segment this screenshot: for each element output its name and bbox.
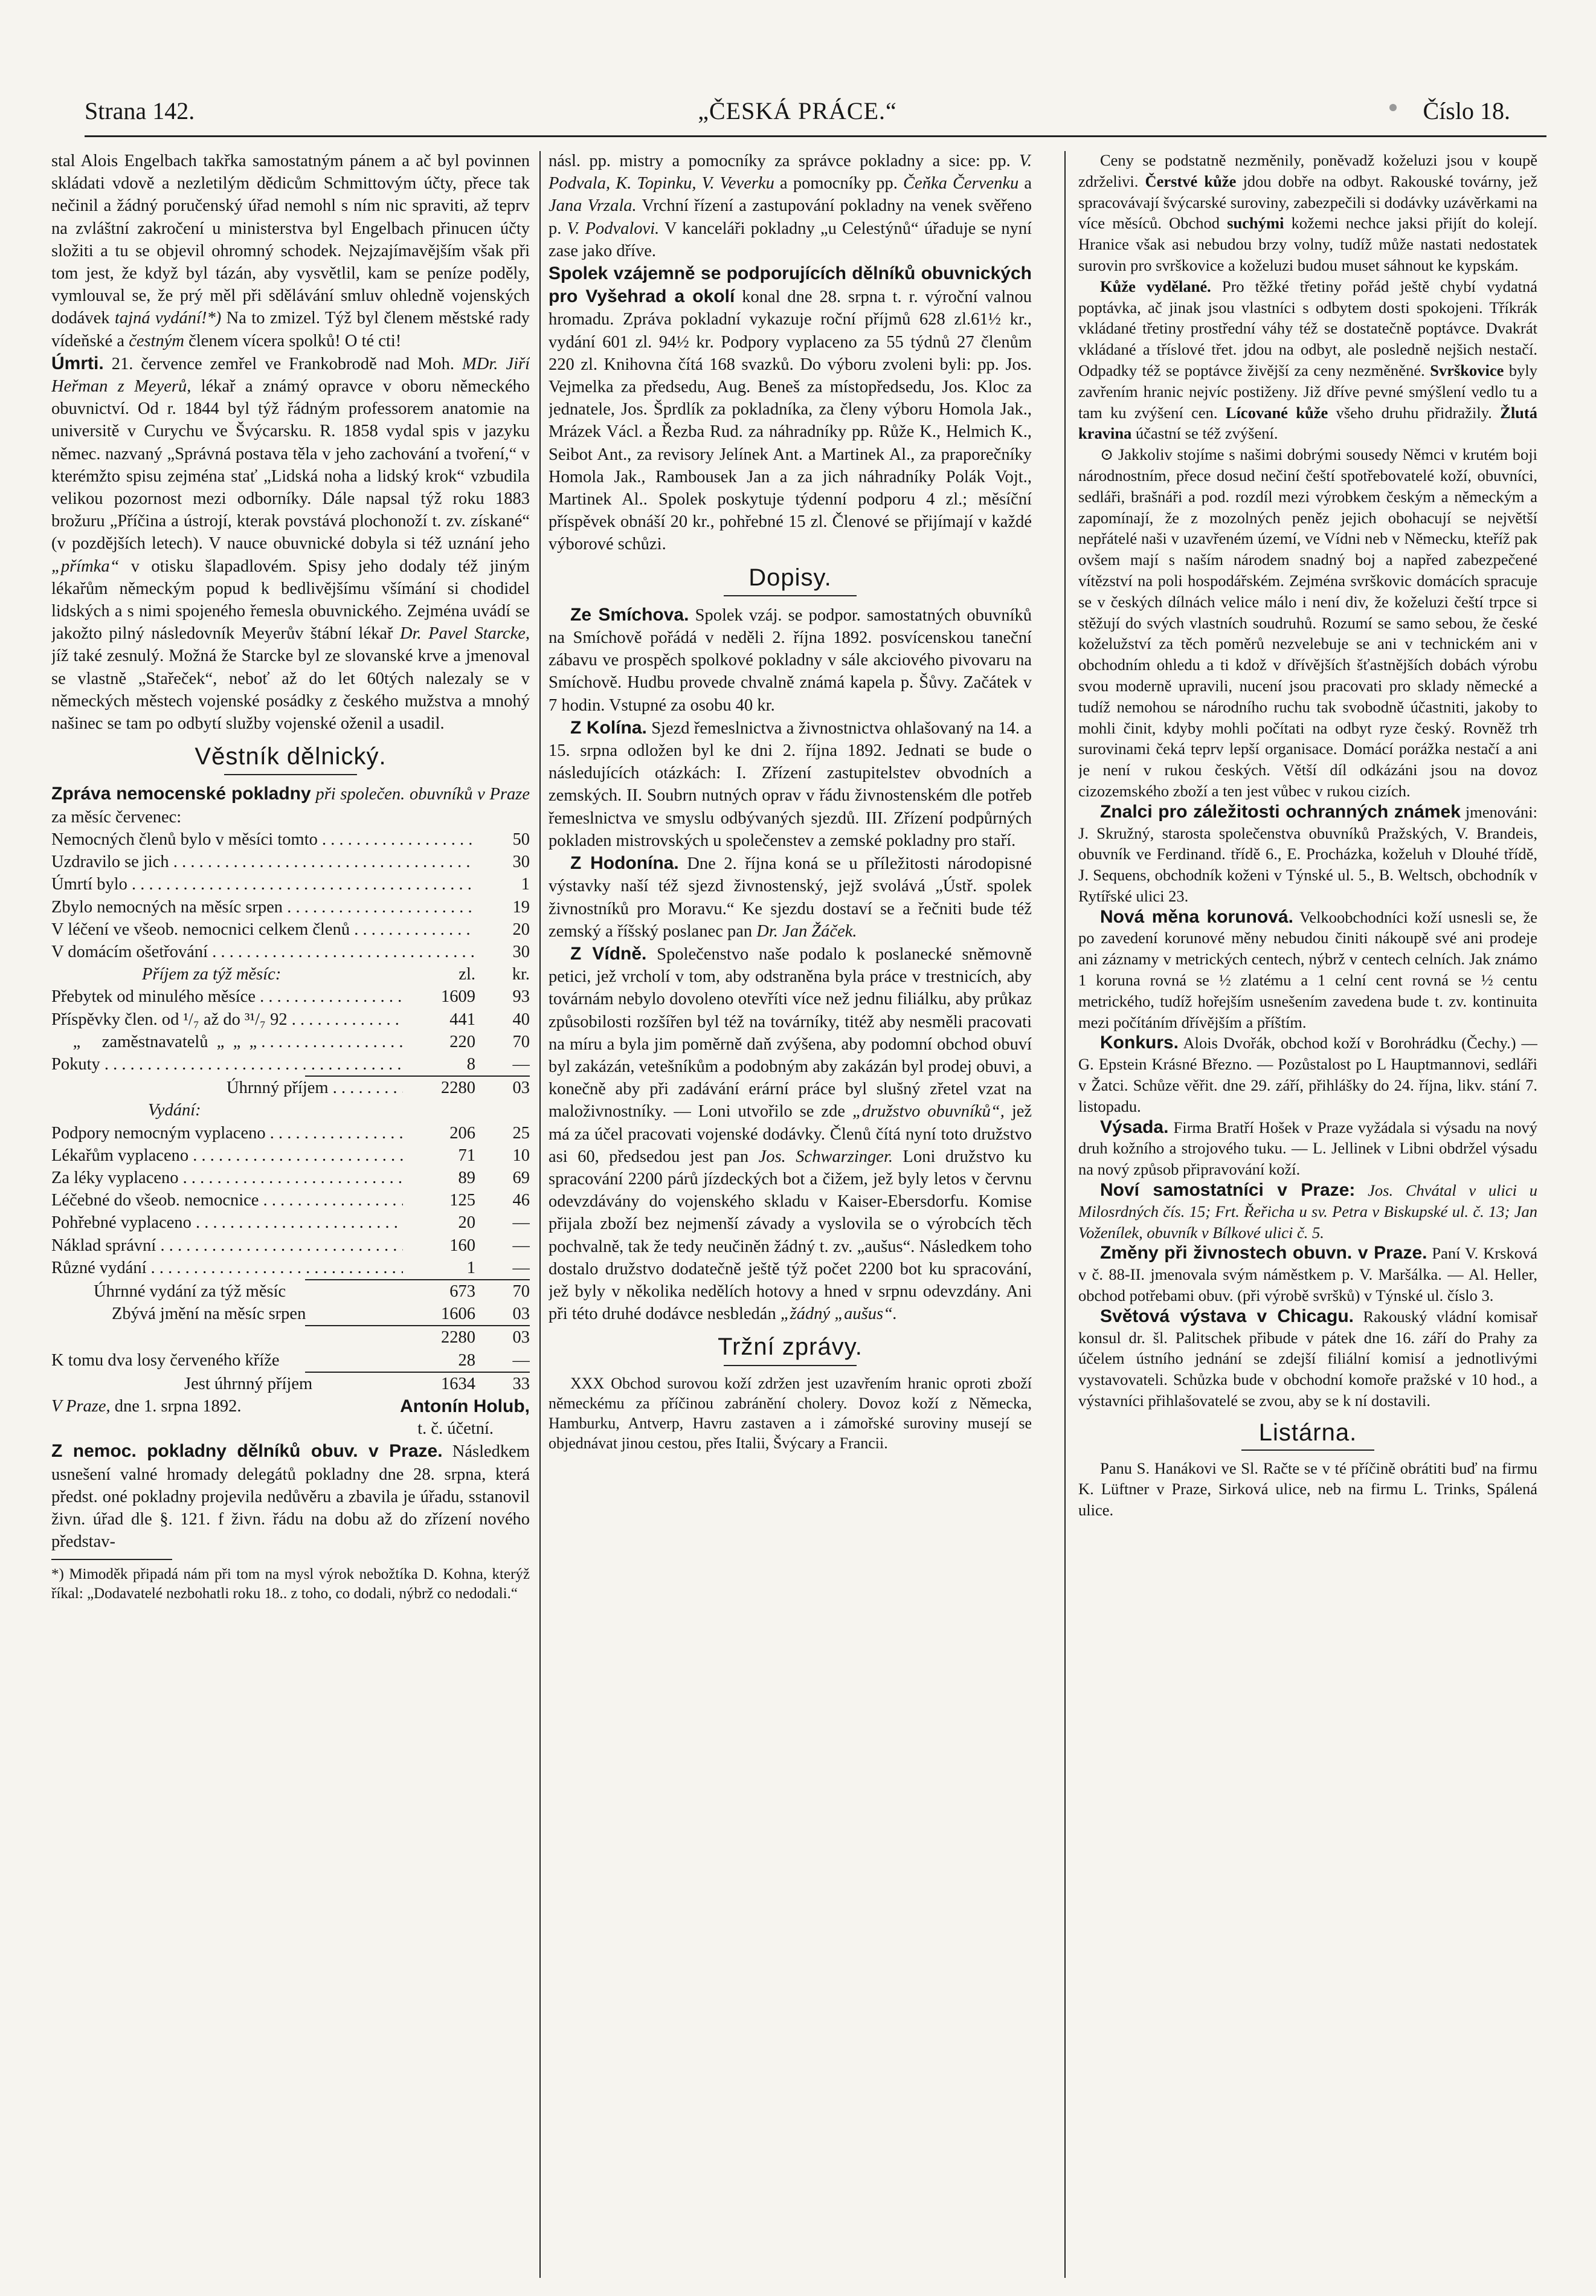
engelbach-text-end: Na to zmizel. Týž byl členem městské rady vídeňské a bbox=[51, 309, 530, 350]
viden-rest-2: Loni družstvo ku spracování 2200 párů jízdeckých bot a čižem, jež byly letos v červnu odevzdávány do vojenského skladu v Kaiser-Ebersdorfu. Komise přijala zboží bez nejmenší závady a vyslovila se o výrobcích těch pochvalně, tak že tedy neučiněn žádný t. zv. „aušus“. Následkem toho dostalo družstvo dodatečně ještě týž počet 2200 bot ku spracování, jež byly v několika nedělích hotovy a hned v srpnu odevzdány. Ani při této druhé dodávce nesbledán bbox=[549, 1147, 1032, 1324]
table-row bbox=[51, 1257, 530, 1279]
zmeny-text: Paní V. Krsková v č. 88-II. jmenovala svým náměstkem p. V. Maršálka. — Al. Heller, obchod potřebami obuv. (při výrobě svršků) v Týnské ul. číslo 3. bbox=[1078, 1244, 1537, 1305]
jest-row bbox=[51, 1373, 530, 1395]
nemoc-text: Následkem usnešení valné hromady delegátů pokladny dne 28. srpna, která předst. oné pokladny projevila nedůvěru a zbavila je úřadu, sstanovil živn. úřad dle §. 121. f živn. řádu na dobu až do zřízení nového představ- bbox=[51, 1442, 530, 1552]
row-zl: 2280 bbox=[441, 1079, 475, 1098]
row-kr: 10 bbox=[512, 1146, 530, 1165]
sign-date: dne 1. srpna 1892. bbox=[114, 1396, 242, 1416]
engelbach-text-end-2: členem vícera spolků! O té cti! bbox=[188, 331, 402, 350]
ceny-bold-2: suchými bbox=[1227, 214, 1284, 233]
row-zl: 673 bbox=[449, 1282, 475, 1301]
row-value: 19 bbox=[512, 897, 530, 917]
row-zl: 1609 bbox=[441, 987, 475, 1007]
spolek-heading: Spolek vzájemně se podporujících dělníků obuvnických pro Vyšehrad a okolí bbox=[549, 263, 1032, 307]
section-dopisy: Dopisy. bbox=[748, 564, 832, 591]
row-value: 30 bbox=[512, 853, 530, 872]
table-row bbox=[51, 1122, 530, 1144]
section-rule bbox=[724, 595, 857, 596]
chicago-heading: Světová výstava v Chicagu. bbox=[1100, 1306, 1354, 1326]
sign-role: t. č. účetní. bbox=[417, 1419, 494, 1439]
table-row bbox=[51, 851, 530, 873]
section-rule bbox=[724, 1365, 857, 1366]
row-label: Zbylo nemocných na měsíc srpen . . . bbox=[51, 896, 475, 918]
row-label: K tomu dva losy červeného kříže bbox=[51, 1350, 280, 1370]
sum-row bbox=[51, 1326, 530, 1349]
column-divider-1 bbox=[539, 151, 541, 2278]
table-row bbox=[51, 1008, 530, 1031]
umrti-rest-2: v otisku šlapadlovém. Spisy jeho dodaly též jiným lékařům německým popud k bedlivějšímu všímání si chodidel lidských a s nimi spojeného řemesla obuvnického. Zejména uvádí se jakožto pilný následovník Meyerův štábní lékař bbox=[51, 556, 530, 643]
sprava-names-4: V. Podvalovi. bbox=[567, 219, 660, 238]
column-1 bbox=[51, 150, 530, 2277]
spolek-text: konal dne 28. srpna t. r. výroční valnou hromadu. Zpráva pokladní vykazuje roční příjmů 628 zl.61½ kr., vydání 601 zl. 94½ kr. Podpory vyplaceno za 55 týdnů 27 členům 220 zl. Knihovna čítá 168 svazků. Do výboru zvoleni byli: pp. Jos. Vejmelka za předsedu, Aug. Beneš za místopředsedu, Jos. Kloc za jednatele, Jos. Šprdlík za pokladníka, za členy výboru Homola Jak., Mrázek Václ. a Řezba Rud. za náhradníky pp. Růže K., Helmich K., Seibot Ant., za revisory Jelínek Ant. a Martinek Al., za praporečníky Homola Jak., Rambousek Jan a za jich náhradníky Polák Vojt., Martinek Al.. Spolek poskytuje týdenní podporu 4 zl.; měsíční příspěvek obnáší 20 kr., pohřebné 15 zl. Členové se přijímají v každé výborové schůzi. bbox=[549, 288, 1032, 554]
circle-mark-icon: ⊙ bbox=[1100, 445, 1118, 464]
trzni-lead: XXX bbox=[570, 1374, 605, 1392]
row-zl: 89 bbox=[458, 1168, 475, 1187]
article-trzni bbox=[549, 1373, 1032, 1453]
nemoc-heading: Z nemoc. pokladny dělníků obuv. v Praze. bbox=[51, 1441, 443, 1462]
row-kr: 03 bbox=[512, 1328, 530, 1347]
article-engelbach bbox=[51, 150, 530, 352]
engelbach-italic-2: čestným bbox=[129, 331, 185, 350]
row-label: Léčebné do všeob. nemocnice . . . bbox=[51, 1189, 403, 1211]
header-rule bbox=[85, 135, 1546, 137]
jakkoliv-text: Jakkoliv stojíme s našimi dobrými sousedy Němci v krutém boji národnostním, přece dosud nečiní čeští spotřebovatelé koží, obuvníci, sedláři, brašnáři a pod. rozdíl mezi výrobkem českým a německým a zapomínají, že z mozolných peněz jejich obohacují se největší nepřátelé naši v uzavřeném území, ve Vídni neb v Německu, kteříž pak ovšem mají s naším národem snadný boj a napřed zabezpečené vítězství na poli hospodářském. Zejména svrškovic domácích spracuje se v českých dílnách velice málo i není div, že koželuzi čeští trpce si stěžují do svých vlastních soudruhů. Rozumí se samo sebou, že české koželužství za těch poměrů nezvelebuje se ani v technickém ani v obchodním ohledu a ti kdož v dřívějších šťastnějších dobách výrobu svou moderně upravili, nucení jsou pracovati pro sklady německé a tudíž nemohou se národního ruchu tak svobodně účastniti, jakoby to mohli činit, kdyby mohli počítati na odbyt ryze český. Rovněž trh surovinami čeká teprv lepší organisace. Domácí porážka nestačí a ani je není v rukou českých. Větší díl odkázáni jsou na dovoz cizozemského zboží a ten jest vůbec v rukou cizích. bbox=[1078, 445, 1537, 800]
prijem-heading: Příjem za týž měsíc: bbox=[142, 965, 282, 984]
mena-heading: Nová měna korunová. bbox=[1100, 906, 1293, 927]
header-bullet-icon bbox=[1389, 104, 1397, 111]
row-label: Lékařům vyplaceno . . . bbox=[51, 1144, 403, 1167]
article-novi bbox=[1078, 1180, 1537, 1243]
row-kr: — bbox=[512, 1236, 530, 1255]
row-zl: 28 bbox=[458, 1350, 475, 1370]
row-kr: 46 bbox=[512, 1191, 530, 1210]
row-kr: 93 bbox=[512, 987, 530, 1007]
kriz-row bbox=[51, 1349, 530, 1372]
row-zl: 1 bbox=[466, 1258, 475, 1277]
kuze-heading: Kůže vydělané. bbox=[1100, 277, 1211, 295]
row-kr: 70 bbox=[512, 1032, 530, 1051]
row-label: V domácím ošetřování . . . bbox=[51, 941, 475, 963]
ceny-rest: jdou dobře na odbyt. Rakouské továrny, jež spracovávají švýcarské suroviny, zabezpečili si dodávky uzávěrkami na více měsíců. Obchod bbox=[1078, 172, 1537, 233]
market-ceny bbox=[1078, 150, 1537, 276]
trzni-text: Obchod surovou koží zdržen jest uzavřením hranic oproti zboží německému za příčinou zabránění cholery. Dovoz koží z Německa, Hamburku, Antverp, Havru zastaven a i zámořské suroviny musejí se objednávat jinou cestou, přes Italii, Švýcary a Francii. bbox=[549, 1374, 1032, 1452]
viden-italic: „družstvo obuvníků“, bbox=[852, 1102, 1005, 1121]
prijem-total-row bbox=[51, 1077, 530, 1099]
row-zl: 8 bbox=[466, 1054, 475, 1074]
row-zl: 206 bbox=[449, 1123, 475, 1143]
chicago-text: Rakouský vládní komisař konsul dr. šl. Palitschek přibude v pátek dne 16. září do Prahy za účelem ústního jednání se zdejší filiální komisí a jednotlivými vystavovateli. Schůzka bude v obchodní komoře pražské v 10 hod., a výstavníci přihlašovatelé se zvou, aby se k ní dostavili. bbox=[1078, 1307, 1537, 1410]
row-kr: — bbox=[512, 1213, 530, 1233]
sign-name: Antonín Holub, bbox=[400, 1396, 530, 1416]
market-kuze-vydelane bbox=[1078, 276, 1537, 444]
table-row bbox=[51, 1234, 530, 1257]
row-zl: 441 bbox=[449, 1010, 475, 1029]
row-kr: 70 bbox=[512, 1282, 530, 1301]
row-kr: — bbox=[512, 1350, 530, 1370]
row-value: 50 bbox=[512, 830, 530, 849]
article-konkurs bbox=[1078, 1033, 1537, 1117]
article-chicago bbox=[1078, 1306, 1537, 1411]
article-listarna: Panu S. Hanákovi ve Sl. Račte se v té příčině obrátiti buď na firmu K. Lüftner v Praze, Sirková ulice, neb na firmu L. Trinks, Spálená ulice. bbox=[1078, 1459, 1537, 1520]
market-jakkoliv bbox=[1078, 444, 1537, 802]
novi-text: Jos. Chvátal v ulici u Milosrdných čís. 15; Frt. Řeřicha u sv. Petra v Biskupské ul. č. 13; Jan Voženílek, obuvník v Bílkové ulici č. 5. bbox=[1078, 1181, 1537, 1242]
row-kr: — bbox=[512, 1054, 530, 1074]
row-label: Různé vydání . . . bbox=[51, 1257, 403, 1279]
novi-heading: Noví samostatníci v Praze: bbox=[1100, 1180, 1356, 1201]
row-label: Pohřebné vyplaceno . . . bbox=[51, 1211, 403, 1234]
znalci-heading: Znalci pro záležitosti ochranných známek bbox=[1100, 801, 1461, 822]
zprava-intro bbox=[51, 782, 530, 828]
article-mena bbox=[1078, 907, 1537, 1033]
row-kr: 03 bbox=[512, 1304, 530, 1324]
engelbach-text: stal Alois Engelbach takřka samostatným pánem a ač byl povinnen skládati vdově a nezletilým dědicům Schmittovým účty, přece tak nečinil a žádný poručenský úřad nemohl s ním nic spraviti, až teprv na zvláštní zakročení u ministerstva byl Engelbach přinucen účty složiti a tu se objevil ohromný schodek. Nejzajímavějším však při tom jest, že když byl tázán, aby vysvětlil, kam se peníze poděly, vymlouval se, že prý měl při sdělávání smluv ohledně vojenských dodávek bbox=[51, 152, 530, 328]
kuze-bold-4: Žlutá kravina bbox=[1078, 403, 1537, 443]
stats-table bbox=[51, 828, 530, 963]
signature-row bbox=[51, 1395, 530, 1417]
row-value: 1 bbox=[521, 875, 530, 894]
row-label: Pokuty . . . bbox=[51, 1053, 403, 1075]
viden-text: Společenstvo naše podalo k poslanecké sněmovně petici, jež vrcholí v tom, aby odstraněna byla práce v trestnicích, aby továrnám nebylo dovoleno otevříti více než jednu filiálku, aby průkaz způsobilosti rozšířen byl též na továrníky, titéž aby nesměli pracovati na míru a byla jim poměrně daň zvýšena, aby podomní obchod obuví byl zakázán, vetešníkům a podobným aby zakázán byl prodej obuvi, a konečně aby při zadávání erární práce byl slušný zřetel vzat na maloživnostníky. — Loni utvořilo se zde bbox=[549, 944, 1032, 1121]
col-kr-header: kr. bbox=[512, 965, 530, 984]
kuze-rest-3: účastní se též zvýšení. bbox=[1135, 424, 1278, 443]
table-row bbox=[51, 1211, 530, 1234]
sprava-names: V. Podvala, K. Topinku, V. Veverku bbox=[549, 152, 1032, 193]
znalci-text: jmenováni: J. Skružný, starosta společenstva obuvníků Pražských, V. Brandeis, obuvník ve Ferdinand. třídě 6., E. Procházka, koželuh v Dlouhé třídě, J. Sequens, obchodník koženi v Týnské ul. 5., B. Weltsch, obchodník v Rytířské ulici 23. bbox=[1078, 802, 1537, 905]
row-label: V léčení ve všeob. nemocnici celkem členů . . . bbox=[51, 918, 475, 941]
article-sprava bbox=[549, 150, 1032, 262]
row-kr: 33 bbox=[512, 1374, 530, 1393]
row-label: Za léky vyplaceno . . . bbox=[51, 1167, 403, 1189]
viden-rest: jež má za účel pracovati vojenské dodávky. Členů čítá nyní toto družstvo asi 60, předsedou jest pan bbox=[549, 1102, 1032, 1166]
umrti-rest: lékař a známý opravce v oboru německého obuvnictví. Od r. 1844 byl týž řádným professorem anatomie na universitě v Curychu ve Švýcarsku. R. 1858 vydal spis v jazyku němec. nazvaný „Správná postava těla v jeho zachování a tvoření,“ v kterémžto spisu zejména stať „Lidská noha a lidský krok“ vzbudila velikou pozornost mezi odborníky. Dále napsal týž roku 1883 brožuru „Příčina a ústrojí, kterak povstává plochonoží t. zv. získané“ (v pozdějších letech). V nauce obuvnické dobyla si též uznání jeho bbox=[51, 377, 530, 553]
vydani-total-row bbox=[51, 1280, 530, 1303]
section-rule bbox=[1241, 1450, 1374, 1451]
smichov-text: Spolek vzáj. se podpor. samostatných obuvníků na Smíchově pořádá v neděli 2. října 1892. posvícenskou taneční zábavu ve prospěch spolkové pokladny v sále akciového pivovaru na Smíchově. Hudbu provede chvalně známá kapela p. Šůvy. Začátek v 7 hodin. Vstupné za osobu 40 kr. bbox=[549, 605, 1032, 715]
kuze-bold-2: Svrškovice bbox=[1430, 361, 1504, 379]
issue-number: Číslo 18. bbox=[1423, 97, 1510, 124]
article-znalci bbox=[1078, 802, 1537, 907]
zprava-italic: při společen. obuvníků v Praze bbox=[315, 785, 530, 804]
kolin-heading: Z Kolína. bbox=[570, 717, 647, 738]
table-row bbox=[51, 941, 530, 963]
article-spolek-vysehrad bbox=[549, 262, 1032, 556]
column-2 bbox=[549, 150, 1032, 2277]
row-label: Úhrnný příjem . . . bbox=[51, 1077, 403, 1099]
article-vysada bbox=[1078, 1117, 1537, 1180]
sprava-rest-2: V kanceláři pokladny „u Celestýnů“ úřaduje se nyní zase jako dříve. bbox=[549, 219, 1032, 260]
zprava-heading: Zpráva nemocenské pokladny bbox=[51, 784, 311, 804]
hodonin-name: Dr. Jan Žáček. bbox=[756, 921, 857, 941]
vydani-heading: Vydání: bbox=[148, 1101, 201, 1120]
table-row bbox=[51, 1031, 530, 1053]
table-row bbox=[51, 873, 530, 895]
table-row bbox=[51, 1053, 530, 1075]
article-kolin bbox=[549, 717, 1032, 852]
newspaper-title: „ČESKÁ PRÁCE.“ bbox=[698, 97, 897, 124]
row-label: Podpory nemocným vyplaceno . . . bbox=[51, 1122, 403, 1144]
row-zl: 2280 bbox=[441, 1328, 475, 1347]
page-header bbox=[85, 97, 1510, 133]
umrti-name: MDr. Jiří Heřman z Meyerů, bbox=[51, 354, 530, 396]
article-zmeny bbox=[1078, 1243, 1537, 1306]
row-kr: 25 bbox=[512, 1123, 530, 1143]
row-kr: 03 bbox=[512, 1079, 530, 1098]
smichov-heading: Ze Smíchova. bbox=[570, 604, 689, 625]
col-zl-header: zl. bbox=[459, 965, 475, 984]
konkurs-heading: Konkurs. bbox=[1100, 1033, 1179, 1053]
kuze-rest: byly zavřením hranic nejvíc postiženy. Již dříve pevné smýšlení vedlo tu a tam ku zvýšení cen. bbox=[1078, 361, 1537, 422]
prijem-header-row bbox=[51, 963, 530, 985]
kuze-rest-2: všeho druhu přidražily. bbox=[1336, 403, 1492, 422]
row-label: „ zaměstnavatelů „ „ „ . . . bbox=[51, 1031, 403, 1053]
zprava-rest: za měsíc červenec: bbox=[51, 807, 182, 827]
row-zl: 1634 bbox=[441, 1374, 475, 1393]
row-label: Příspěvky člen. od ¹/₇ až do ³¹/₇ 92 . . . bbox=[51, 1008, 403, 1031]
zbyva-row bbox=[51, 1303, 530, 1325]
mena-text: Velkoobchodníci koží usnesli se, že po zavedení korunové měny nebudou činiti nákoupě své ani prodeje ani záznamy v metrických centech, nýbrž v centech celních. Jak známo 1 koruna rovná se ½ zlatému a 1 celní cent rovná se ½ centu metrického, tudíž hořejším usnešením zavedena bude t. zv. kontinuita mezi počítáním dřívějším a příštím. bbox=[1078, 908, 1537, 1031]
section-listarna: Listárna. bbox=[1258, 1419, 1357, 1446]
article-hodonin bbox=[549, 852, 1032, 943]
ceny-bold: Čerstvé kůže bbox=[1145, 172, 1237, 190]
kuze-bold-3: Lícované kůže bbox=[1225, 403, 1328, 422]
row-kr: 40 bbox=[512, 1010, 530, 1029]
page-number: Strana 142. bbox=[85, 97, 195, 124]
konkurs-text: Alois Dvořák, obchod koží v Borohrádku (Čechy.) — G. Epstein Krásné Březno. — Pozůstalost po L Hauptmannovi, sedláři v Žatci. Schůze věřit. dne 29. září, přihlášky do 24. října, likv. stání 7. listopadu. bbox=[1078, 1034, 1537, 1115]
hodonin-text: Dne 2. října koná se u příležitosti národopisné výstavky naší též sjezd živnostenský, jejž svolává „Ústř. spolek živnostníků pro Moravu.“ Ke sjezdu dostaví se a řečniti bude též zemský a říšský poslanec pan bbox=[549, 854, 1032, 941]
footnote: *) Mimoděk připadá nám při tom na mysl výrok nebožtíka D. Kohna, kterýž říkal: „Dodavatelé nezbohatli roku 18.. z toho, co dodali, nýbrž co nedodali.“ bbox=[51, 1566, 530, 1602]
umrti-heading: Úmrti. bbox=[51, 353, 104, 373]
footnote-rule bbox=[51, 1559, 172, 1560]
row-zl: 160 bbox=[449, 1236, 475, 1255]
section-trzni-zpravy: Tržní zprávy. bbox=[718, 1333, 863, 1361]
row-label: Uzdravilo se jich . . . bbox=[51, 851, 475, 873]
ceny-rest-2: kožemi nechce jaksi přijít do kolejí. Hranice však asi nebudou brzy volny, tudíž může nastati nedostatek surovin pro svrškovice a koželuzi budou muset sáhnout ke kypskám. bbox=[1078, 214, 1537, 274]
sprava-names-2: Čeňka Červenku bbox=[903, 174, 1019, 193]
article-umrti bbox=[51, 352, 530, 735]
sign-place: V Praze, bbox=[51, 1396, 111, 1416]
row-label: Úhrnné vydání za týž měsíc bbox=[94, 1282, 286, 1301]
table-row bbox=[51, 1189, 530, 1211]
viden-italic-2: „žádný „aušus“. bbox=[780, 1304, 898, 1324]
column-divider-2 bbox=[1064, 151, 1066, 2278]
sprava-names-3: Jana Vrzala. bbox=[549, 196, 637, 216]
row-kr: 69 bbox=[512, 1168, 530, 1187]
row-zl: 220 bbox=[449, 1032, 475, 1051]
row-label: Úmrtí bylo . . . bbox=[51, 873, 475, 895]
row-label: Náklad správní . . . bbox=[51, 1234, 403, 1257]
sprava-text: násl. pp. mistry a pomocníky za správce pokladny a sice: pp. bbox=[549, 152, 1011, 170]
table-row bbox=[51, 985, 530, 1008]
sprava-rest: Vrchní řízení a zastupování pokladny na venek svěřeno p. bbox=[549, 196, 1032, 238]
table-row bbox=[51, 896, 530, 918]
kolin-text: Sjezd řemeslnictva a živnostnictva ohlašovaný na 14. a 15. srpna odložen byl ke dni 2. října 1892. Jednati se bude o následujících otázkách: I. Zřízení zastupitelstev obvodních a zemských. II. Soubrn nutných oprav v řádu živnostenském dle potřeb řemeslnictva ve smyslu odbývaných sjezdů. III. Zřízení podpůrných pokladen mistrovských u společenstev a zemské pokladny pro staří. bbox=[549, 718, 1032, 850]
row-label: Přebytek od minulého měsíce . . . bbox=[51, 985, 403, 1008]
row-label: Jest úhrnný příjem bbox=[184, 1374, 313, 1393]
table-row bbox=[51, 1144, 530, 1167]
row-value: 20 bbox=[512, 920, 530, 939]
ceny-text: Ceny se podstatně nezměnily, poněvadž koželuzi jsou v koupě zdrželivi. bbox=[1078, 151, 1537, 190]
sprava-mid: a pomocníky pp. bbox=[780, 174, 898, 193]
umrti-name-2: Dr. Pavel Starcke, bbox=[400, 624, 530, 643]
table-row bbox=[51, 1167, 530, 1189]
article-nemoc bbox=[51, 1440, 530, 1553]
engelbach-italic: tajná vydání!*) bbox=[114, 309, 222, 328]
row-zl: 125 bbox=[449, 1191, 475, 1210]
table-row bbox=[51, 828, 530, 851]
kuze-text: Pro těžké třetiny pořád ještě chybí vydatná poptávka, ač jinak jsou vlastníci s odbytem dosti spokojeni. Tříkrák vkládané třetiny prostřední váhy též se dostatečně poptávce. Dvakrát vkládané a tříslové třet. jdou na odbyt, ale posledně nejšich nestačí. Odpadky též se poptávce živější za ceny nezměněné. bbox=[1078, 277, 1537, 379]
hodonin-heading: Z Hodonína. bbox=[570, 853, 679, 874]
column-3 bbox=[1078, 150, 1537, 2277]
row-zl: 1606 bbox=[441, 1304, 475, 1324]
sprava-and: a bbox=[1024, 174, 1032, 193]
row-zl: 20 bbox=[458, 1213, 475, 1233]
zmeny-heading: Změny při živnostech obuvn. v Praze. bbox=[1100, 1243, 1427, 1263]
viden-name: Jos. Schwarzinger. bbox=[758, 1147, 893, 1166]
section-vestnik-delnicky: Věstník dělnický. bbox=[195, 743, 387, 770]
table-row bbox=[51, 918, 530, 941]
row-value: 30 bbox=[512, 942, 530, 961]
row-label: Nemocných členů bylo v měsíci tomto . . . bbox=[51, 828, 475, 851]
section-rule bbox=[224, 774, 357, 775]
row-kr: — bbox=[512, 1258, 530, 1277]
vysada-text: Firma Bratří Hošek v Praze vyžádala si výsadu na nový druh kožního a strojového tuku. — L. Jellinek v Libni obdržel výsadu na nový způsob připravování koží. bbox=[1078, 1118, 1537, 1179]
article-viden bbox=[549, 943, 1032, 1325]
viden-heading: Z Vídně. bbox=[570, 943, 647, 964]
umrti-text: 21. července zemřel ve Frankobrodě nad Moh. bbox=[111, 354, 454, 373]
article-smichov bbox=[549, 604, 1032, 717]
row-zl: 71 bbox=[458, 1146, 475, 1165]
vysada-heading: Výsada. bbox=[1100, 1117, 1169, 1137]
row-label: Zbývá jmění na měsíc srpen bbox=[112, 1304, 306, 1324]
umrti-italic: „přímka“ bbox=[51, 556, 120, 576]
umrti-rest-3: jíž také zesnulý. Možná že Starcke byl ze slovanské krve a jmenoval se vlastně „Stařeček“, neboť až do let 60tých nalezaly se v německých městech vojenské posádky z českého mužstva a mnohý našinec se tam po odbytí služby vojenské oženil a usadil. bbox=[51, 647, 530, 734]
